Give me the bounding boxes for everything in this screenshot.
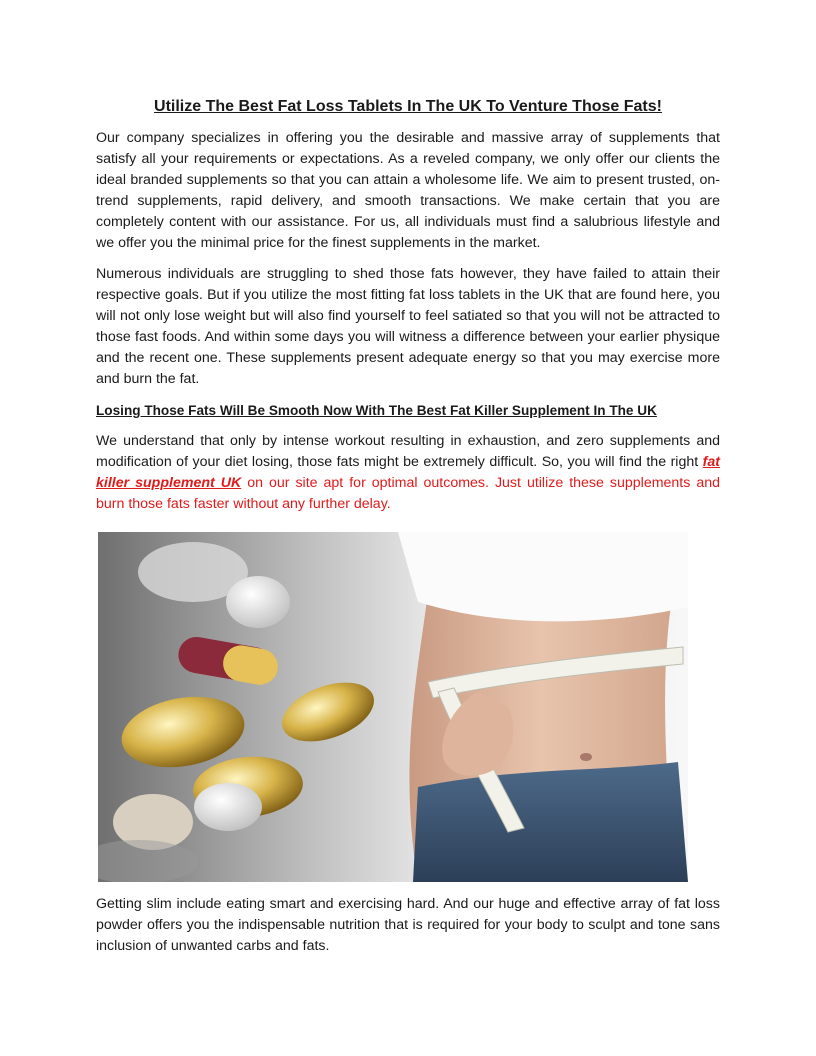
paragraph-intro: Our company specializes in offering you the desirable and massive array of supplements that satisfy all your requirements or expectations. As a reveled company, we only offer our clients the ideal branded supplements so that you can attain a wholesome life. We aim to present trusted, on-trend supplements, rapid delivery, and smooth transactions. We make certain that you are completely content with our assistance. For us, all individuals must find a salubrious lifestyle and we offer you the minimal price for the finest supplements in the market. bbox=[96, 130, 720, 251]
photo-illustration bbox=[98, 532, 688, 882]
paragraph-workout bbox=[96, 431, 720, 515]
paragraph-struggle: Numerous individuals are struggling to shed those fats however, they have failed to attain their respective goals. But if you utilize the most fitting fat loss tablets in the UK that are found here, you will not only lose weight but will also find yourself to feel satiated so that you will not be attracted to those fast foods. And within some days you will witness a difference between your earlier physique and the recent one. These supplements present adequate energy so that you may exercise more and burn the fat. bbox=[96, 266, 720, 387]
paragraph-conclusion: Getting slim include eating smart and exercising hard. And our huge and effective array of fat loss powder offers you the indispensable nutrition that is required for your body to sculpt and tone sans inclusion of unwanted carbs and fats. bbox=[96, 896, 720, 954]
paragraph-workout-tail: on our site apt for optimal outcomes. Just utilize these supplements and burn those fats faster without any further delay. bbox=[96, 475, 720, 512]
paragraph-workout-lead: We understand that only by intense workout resulting in exhaustion, and zero supplements and modification of your diet losing, those fats might be extremely difficult. So, you will find the right bbox=[96, 433, 720, 470]
document-body bbox=[96, 96, 720, 525]
pills-and-waist-photo bbox=[98, 532, 688, 882]
page-title: Utilize The Best Fat Loss Tablets In The UK To Venture Those Fats! bbox=[154, 98, 662, 115]
section-subheading: Losing Those Fats Will Be Smooth Now With The Best Fat Killer Supplement In The UK bbox=[96, 403, 657, 418]
fat-killer-supplement-link[interactable]: fat killer supplement UK bbox=[96, 454, 720, 491]
